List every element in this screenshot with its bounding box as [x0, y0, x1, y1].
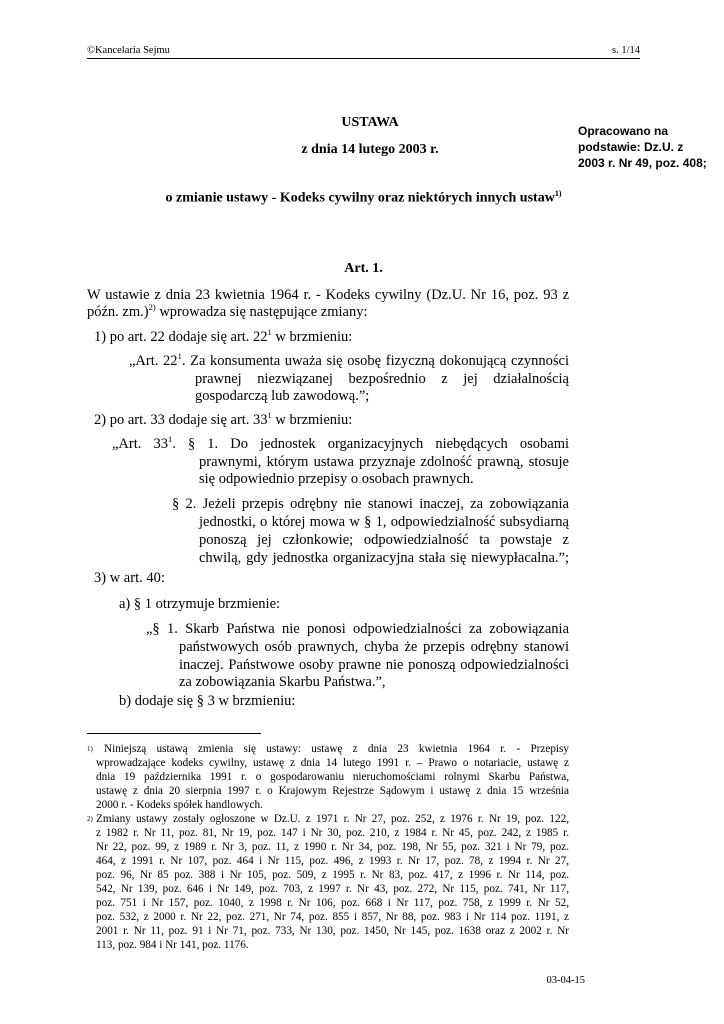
- footnote-2-line3: Nr 22, poz. 99, z 1989 r. Nr 3, poz. 11, z 1990 r. Nr 34, poz. 198, Nr 55, poz. 321 i Nr 79, poz.: [96, 841, 569, 853]
- amendment-1-sup: 1: [267, 327, 272, 338]
- footnote-1-line4: ustawę z dnia 20 sierpnia 1997 r. o Krajowym Rejestrze Sądowym i ustawę z dnia 15 września: [96, 785, 569, 797]
- document-subject: [87, 189, 640, 207]
- footnote-2-line5: poz. 96, Nr 85 poz. 388 i Nr 105, poz. 509, z 1995 r. Nr 83, poz. 417, z 1996 r. Nr 114, poz.: [96, 869, 569, 881]
- footnote-2-line4: 464, z 1991 r. Nr 107, poz. 464 i Nr 115, poz. 496, z 1993 r. Nr 17, poz. 78, z 1994 r. Nr 27,: [96, 855, 569, 867]
- footnote-divider: [87, 733, 261, 734]
- footnote-ref-2: 2): [148, 302, 156, 313]
- section1-line2: państwowych osób prawnych, chyba że przepis odrębny stanowi: [179, 639, 569, 655]
- header-divider: [87, 58, 640, 59]
- intro-text-b: wprowadza się następujące zmiany:: [155, 304, 368, 320]
- article-intro-line1: W ustawie z dnia 23 kwietnia 1964 r. - Kodeks cywilny (Dz.U. Nr 16, poz. 93 z: [87, 287, 569, 303]
- footnote-2-line7: poz. 751 i Nr 157, poz. 1040, z 1998 r. Nr 106, poz. 668 i Nr 117, poz. 758, z 1999 r. Nr 52,: [96, 897, 569, 909]
- header-source: ©Kancelaria Sejmu: [87, 45, 170, 56]
- footnote-2-line8: poz. 532, z 2000 r. Nr 22, poz. 271, Nr 74, poz. 855 i 857, Nr 88, poz. 983 i Nr 114 poz. 1191, z: [96, 911, 569, 923]
- footnote-1-line5: 2000 r. - Kodeks spółek handlowych.: [96, 799, 263, 811]
- art33-line2: prawnymi, którym ustawa przyznaje zdolność prawną, stosuje: [199, 454, 569, 470]
- footnote-2-mark: [87, 812, 93, 826]
- footnote-1-line3: dnia 19 października 1991 r. o gospodarowaniu nieruchomościami rolnymi Skarbu Państwa,: [96, 771, 569, 783]
- art33-sup: 1: [167, 434, 173, 445]
- art33-line3: się odpowiednio przepisy o osobach prawnych.: [199, 471, 474, 487]
- amendment-2-sup: 1: [267, 410, 272, 421]
- art33-text: . § 1. Do jednostek organizacyjnych niebędących osobami: [172, 436, 569, 452]
- paragraph2-line2: jednostki, o której mowa w § 1, odpowiedzialność subsydiarną: [199, 514, 569, 530]
- art22-text: . Za konsumenta uważa się osobę fizyczną dokonującą czynności: [181, 353, 570, 369]
- section1-line3: inaczej. Państwowe osoby prawne nie ponoszą odpowiedzialności: [179, 657, 569, 673]
- footnote-2-line2: z 1982 r. Nr 11, poz. 81, Nr 19, poz. 147 i Nr 30, poz. 210, z 1984 r. Nr 45, poz. 242, z 1985 r.: [96, 827, 569, 839]
- document-type-title: USTAWA: [341, 115, 399, 130]
- footnote-2-line1: Zmiany ustawy zostały ogłoszone w Dz.U. z 1971 r. Nr 27, poz. 252, z 1976 r. Nr 19, poz. 122,: [96, 813, 569, 825]
- article-heading: Art. 1.: [344, 261, 383, 276]
- section1-line1: „§ 1. Skarb Państwa nie ponosi odpowiedzialności za zobowiązania: [146, 621, 569, 637]
- paragraph2-line3: ponoszą jej członkowie; odpowiedzialność ta powstaje z: [199, 532, 569, 548]
- footnote-ref-1: 1): [554, 189, 562, 198]
- art22-line2: prawnej niezwiązanej bezpośrednio z jej działalnością: [195, 371, 569, 387]
- footnote-1-number: 1): [87, 745, 93, 753]
- section1-line4: za zobowiązania Skarbu Państwa.”,: [179, 674, 386, 690]
- amendment-1-text-end: w brzmieniu:: [271, 329, 353, 345]
- art22-line3: gospodarczą lub zawodową.”;: [195, 388, 370, 404]
- art33-prefix: „Art. 33: [112, 436, 168, 452]
- amendment-3: 3) w art. 40:: [94, 570, 165, 586]
- art33-line1: [112, 436, 569, 454]
- art22-line1: [129, 353, 569, 371]
- amendment-2: [94, 412, 554, 430]
- art22-prefix: „Art. 22: [129, 353, 178, 369]
- footnote-1-mark: [87, 742, 93, 756]
- footnote-1-line1: Niniejszą ustawą zmienia się ustawy: ustawę z dnia 23 kwietnia 1964 r. - Przepisy: [104, 743, 569, 755]
- side-note: Opracowano na podstawie: Dz.U. z 2003 r. Nr 49, poz. 408;: [578, 124, 707, 170]
- footnote-2-line10: 113, poz. 984 i Nr 141, poz. 1176.: [96, 939, 249, 951]
- footnote-2-number: 2): [87, 815, 93, 823]
- paragraph2-line4: chwilą, gdy jednostka organizacyjna stała się niewypłacalna.”;: [199, 550, 569, 566]
- amendment-2-text: 2) po art. 33 dodaje się art. 33: [94, 412, 268, 428]
- article-intro-line2: [87, 304, 569, 322]
- amendment-2-text-end: w brzmieniu:: [271, 412, 353, 428]
- amendment-1-text: 1) po art. 22 dodaje się art. 22: [94, 329, 268, 345]
- page-number: s. 1/14: [611, 45, 640, 56]
- amendment-3a: a) § 1 otrzymuje brzmienie:: [119, 596, 281, 612]
- paragraph2-line1: § 2. Jeżeli przepis odrębny nie stanowi inaczej, za zobowiązania: [172, 496, 569, 512]
- subject-text: o zmianie ustawy - Kodeks cywilny oraz niektórych innych ustaw: [165, 190, 555, 206]
- art22-sup: 1: [177, 351, 182, 362]
- document-date-footer: 03-04-15: [546, 975, 585, 986]
- intro-text-a: późn. zm.): [87, 304, 149, 320]
- footnote-1-line2: wprowadzające kodeks cywilny, ustawę z dnia 14 lutego 1991 r. – Prawo o notariacie, ustawę z: [96, 757, 569, 769]
- document-date: z dnia 14 lutego 2003 r.: [301, 142, 439, 157]
- amendment-1: [94, 329, 554, 347]
- footnote-2-line6: 542, Nr 139, poz. 646 i Nr 149, poz. 703, z 1997 r. Nr 43, poz. 272, Nr 115, poz. 741, Nr 117,: [96, 883, 569, 895]
- amendment-3b: b) dodaje się § 3 w brzmieniu:: [119, 693, 296, 709]
- footnote-2-line9: 2001 r. Nr 11, poz. 91 i Nr 71, poz. 733, Nr 130, poz. 1450, Nr 145, poz. 1638 oraz z 2002 r. Nr: [96, 925, 569, 937]
